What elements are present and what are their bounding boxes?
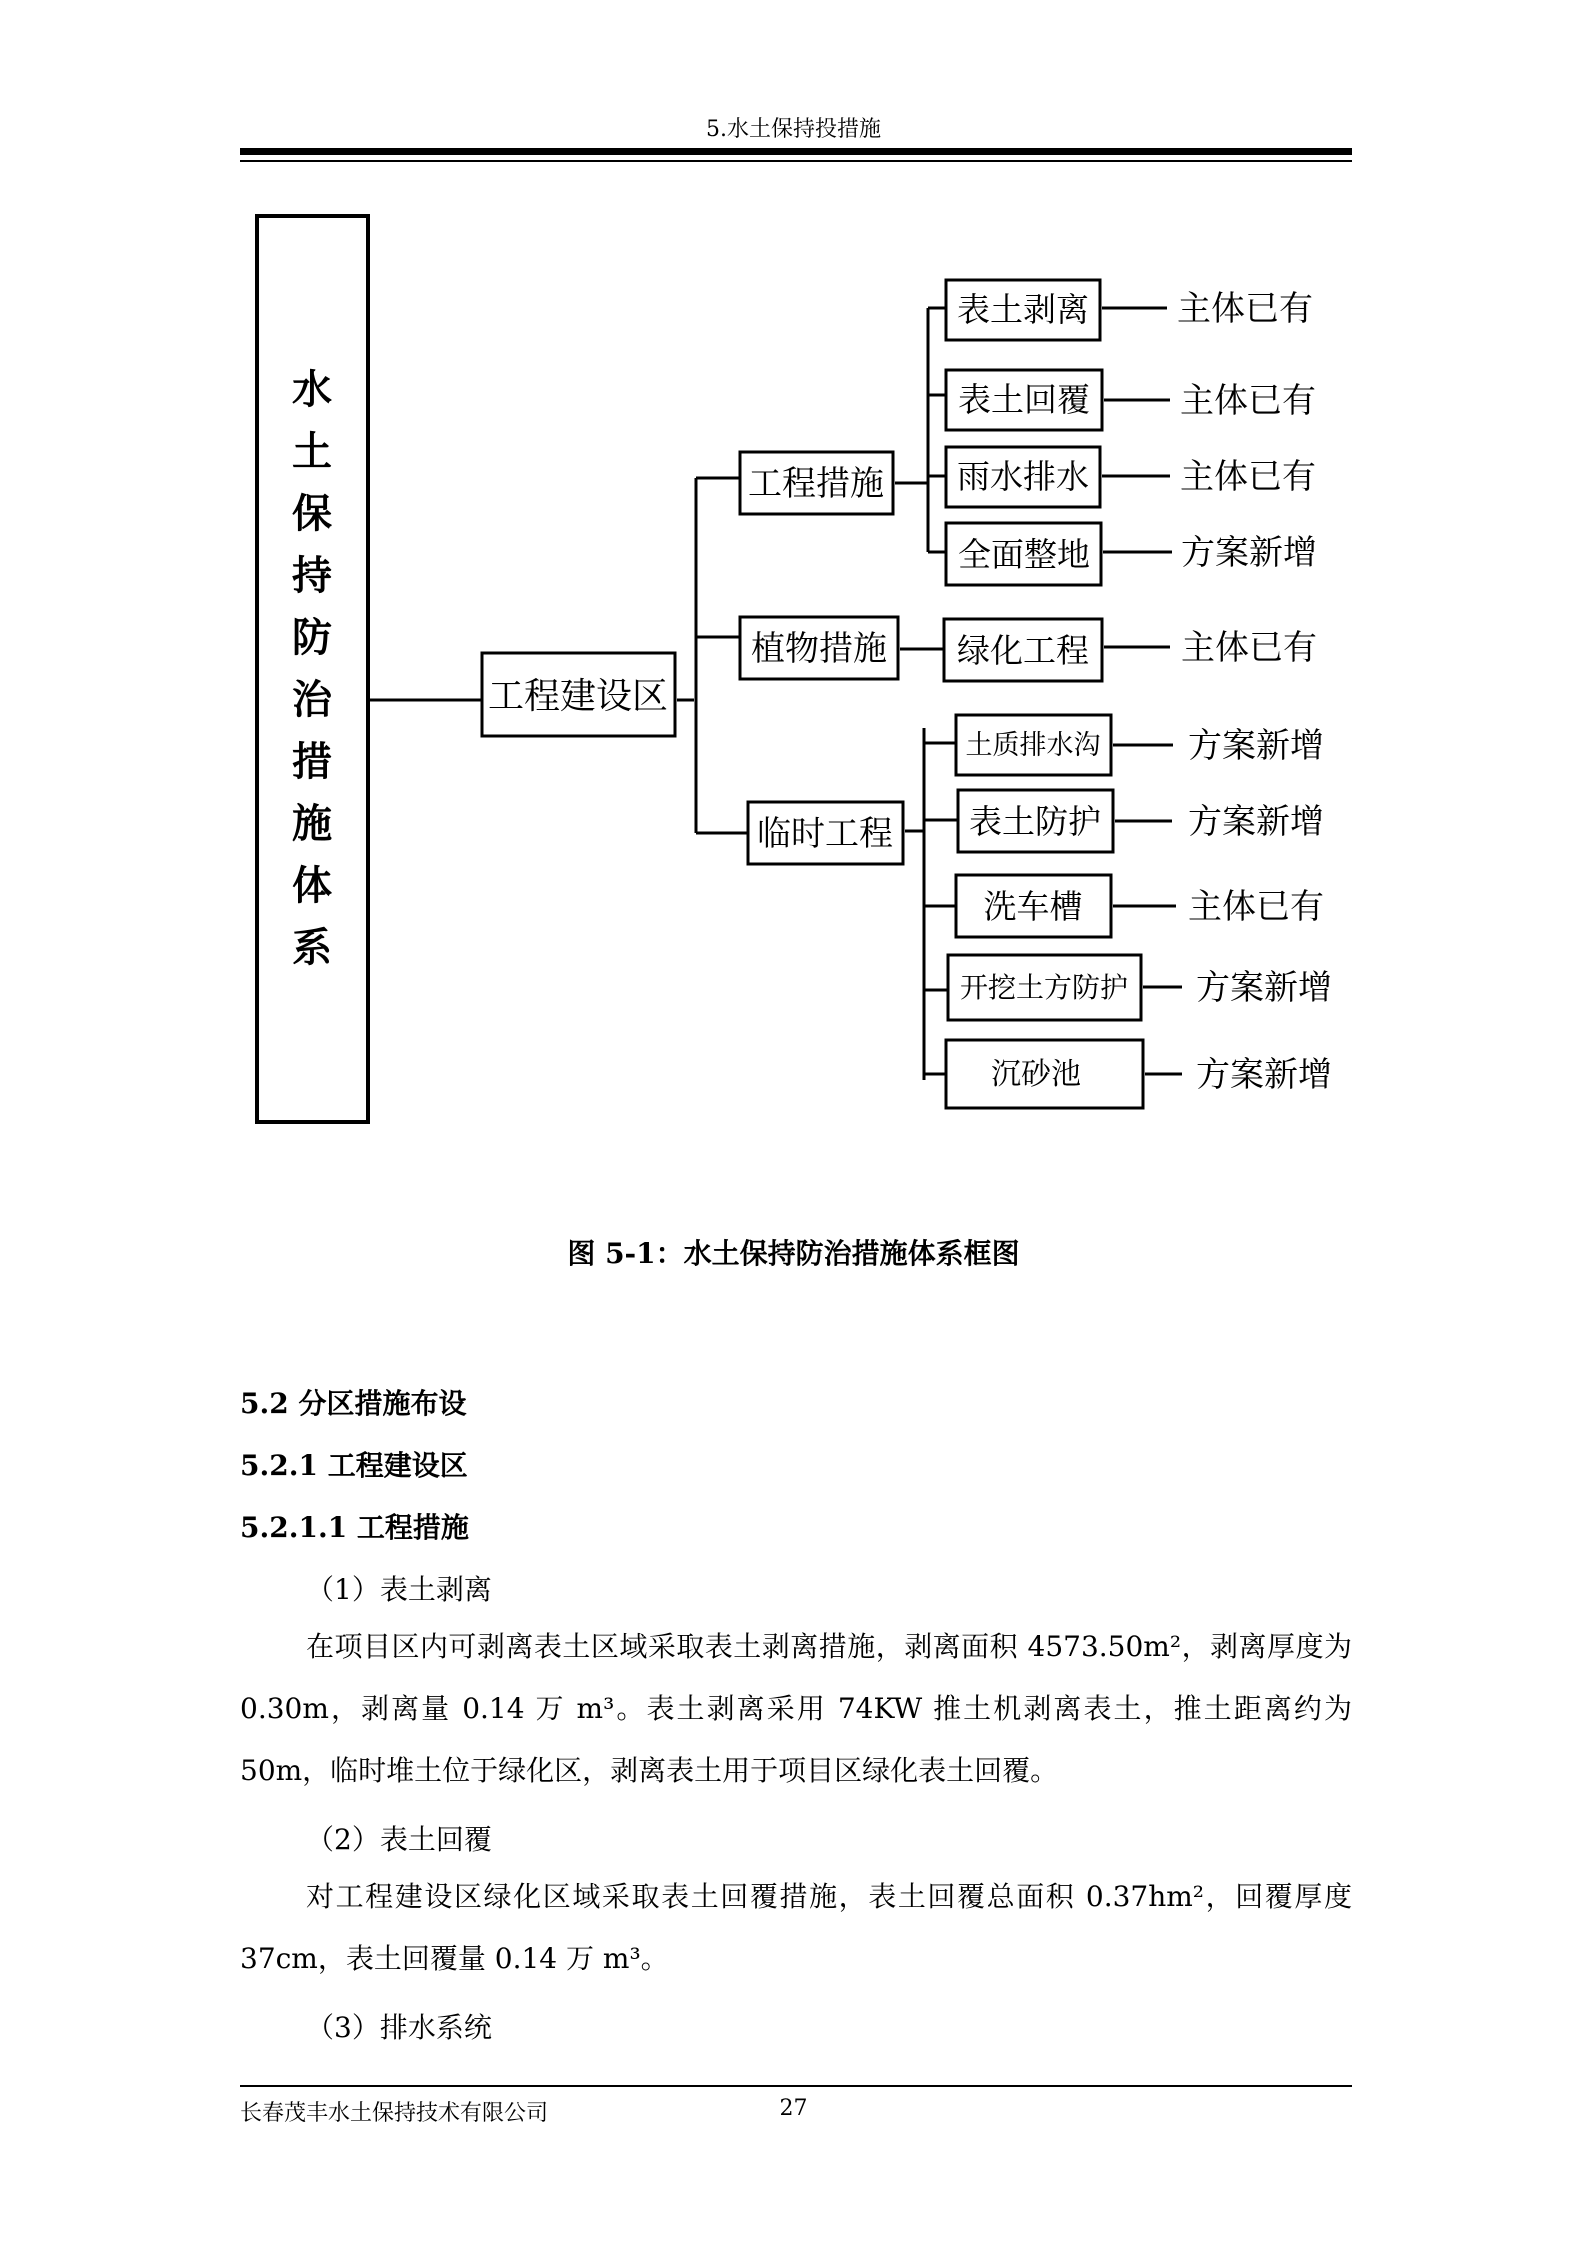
status-label-3: 主体已有 [1180,457,1316,497]
section-topsoil-cover-text: 对工程建设区绿化区域采取表土回覆措施，表土回覆总面积 0.37hm²，回覆厚度 37cm，表土回覆量 0.14 万 m³。 [240,1880,1352,1975]
heading-5-2-1-1: 5.2.1.1 工程措施 [240,1511,469,1544]
zone-label: 工程建设区 [487,676,669,717]
root-char-9: 体 [292,863,332,909]
status-label-8: 主体已有 [1188,887,1324,927]
item-label-10: 沉砂池 [991,1057,1081,1092]
status-label-7: 方案新增 [1188,802,1324,842]
item-label-2: 表土回覆 [958,380,1090,419]
status-label-9: 方案新增 [1196,968,1332,1008]
item-label-4: 全面整地 [958,535,1090,574]
root-box [257,216,368,1122]
figure-caption: 图 5-1：水土保持防治措施体系框图 [567,1237,1020,1270]
root-char-1: 水 [292,367,332,413]
section-topsoil-stripping-title: （1）表土剥离 [306,1573,492,1606]
root-char-4: 持 [292,553,332,599]
status-label-10: 方案新增 [1196,1055,1332,1095]
item-label-9: 开挖土方防护 [959,971,1129,1004]
root-char-7: 措 [292,739,332,785]
item-label-6: 土质排水沟 [965,730,1101,761]
status-label-6: 方案新增 [1188,726,1324,766]
footer-company: 长春茂丰水土保持技术有限公司 [240,2101,549,2126]
group-label-engineering: 工程措施 [748,464,884,504]
root-char-6: 治 [292,677,332,723]
item-label-7: 表土防护 [969,802,1101,841]
group-label-temporary: 临时工程 [757,814,893,854]
root-char-3: 保 [292,491,332,537]
root-char-10: 系 [292,925,332,971]
page-number: 27 [779,2096,808,2121]
status-label-5: 主体已有 [1181,628,1317,668]
root-char-5: 防 [292,615,332,661]
heading-5-2-1: 5.2.1 工程建设区 [240,1449,468,1482]
root-char-8: 施 [292,801,332,847]
group-label-vegetation: 植物措施 [751,629,887,669]
status-label-4: 方案新增 [1181,533,1317,573]
status-label-1: 主体已有 [1177,289,1313,329]
item-label-5: 绿化工程 [957,631,1089,670]
heading-5-2: 5.2 分区措施布设 [240,1387,467,1420]
status-label-2: 主体已有 [1180,381,1316,421]
item-label-8: 洗车槽 [983,887,1083,926]
running-header: 5.水土保持投措施 [706,117,881,142]
root-char-2: 土 [292,429,332,475]
section-topsoil-cover-title: （2）表土回覆 [306,1823,492,1856]
section-drainage-title: （3）排水系统 [306,2011,492,2044]
section-topsoil-stripping-text: 在项目区内可剥离表土区域采取表土剥离措施，剥离面积 4573.50m²，剥离厚度为 0.30m，剥离量 0.14 万 m³。表土剥离采用 74KW 推土机剥离表土，推土距离约为 50m，临时堆土位于绿化区，剥离表土用于项目区绿化表土回覆。 [240,1630,1352,1787]
footer-rule [240,2085,1352,2087]
item-label-3: 雨水排水 [957,457,1089,496]
item-label-1: 表土剥离 [957,290,1089,329]
